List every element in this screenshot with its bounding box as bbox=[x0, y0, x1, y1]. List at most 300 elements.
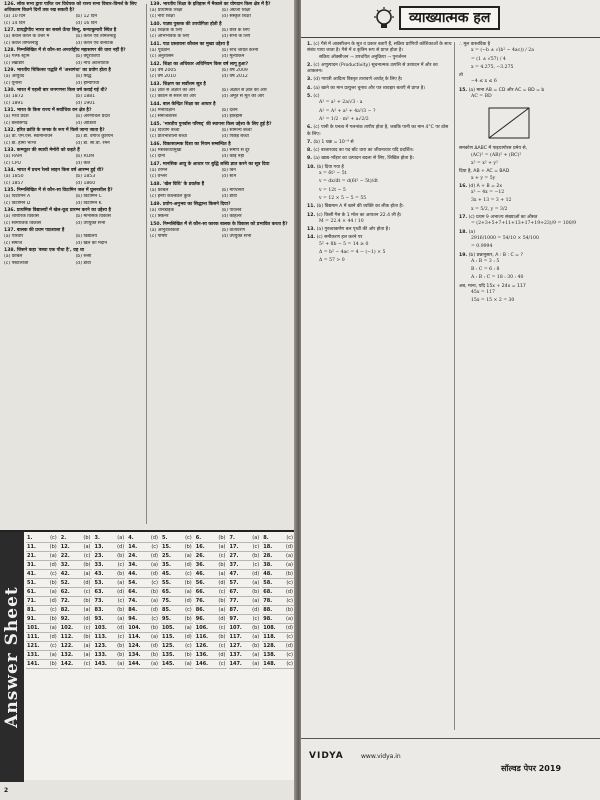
question-text: 138. जिसने कहा 'बच्चा एक पौधा है', वह था bbox=[4, 248, 84, 254]
question-text: 134. भारत में प्रथम रेलवे लाइन किस वर्ष आरम्भ हुई थी? bbox=[4, 168, 104, 174]
answer-option: (c) bbox=[252, 616, 260, 622]
option: (c) सामाजिक विकास bbox=[4, 220, 41, 226]
answer-cell bbox=[26, 625, 58, 633]
answer-number: 62. bbox=[60, 589, 70, 595]
question-text: 132. हरित क्रांति के जनक के रूप में किसे जाना जाता है? bbox=[4, 128, 105, 134]
answer-option: (c) bbox=[218, 661, 226, 667]
solution-equation: A² = a² + 2a/√3 · a bbox=[319, 100, 363, 106]
answer-number: 117. bbox=[229, 634, 242, 640]
answer-option: (d) bbox=[150, 571, 158, 577]
question-text: 128. निम्नलिखित में से कौन-सा अन्तर्राष्ट्रीय महासागर की धारा नहीं है? bbox=[4, 48, 126, 54]
answer-option: (c) bbox=[50, 643, 57, 649]
answer-option: (a) bbox=[252, 580, 260, 586]
answer-option: (d) bbox=[252, 607, 260, 613]
answer-option: (c) bbox=[286, 652, 293, 658]
question-text: 149. प्रयोग-अनुभव का सिद्धान्त किसने दिया? bbox=[150, 202, 231, 207]
answer-option: (c) bbox=[151, 544, 158, 550]
answer-number: 88. bbox=[263, 607, 273, 613]
answer-option: (a) bbox=[49, 625, 57, 631]
answer-number: 3. bbox=[94, 535, 100, 541]
left-page bbox=[0, 0, 296, 800]
answer-cell bbox=[161, 589, 193, 597]
answer-number: 32. bbox=[60, 562, 70, 568]
answer-cell bbox=[262, 625, 294, 633]
answer-option: (a) bbox=[151, 634, 158, 640]
answer-option: (a) bbox=[117, 661, 125, 667]
answer-option: (c) bbox=[252, 544, 260, 550]
answer-cell bbox=[262, 571, 294, 579]
answer-cell bbox=[229, 661, 261, 669]
answer-option: (c) bbox=[286, 661, 293, 667]
options-list bbox=[4, 254, 144, 266]
answer-number: 65. bbox=[162, 589, 171, 595]
answer-number: 72. bbox=[60, 598, 70, 604]
answer-option: (b) bbox=[49, 544, 57, 550]
solution-text: ∴ मूल वास्तविक है bbox=[459, 42, 491, 47]
option: (d) 1860 bbox=[75, 180, 96, 186]
option: (c) वेश्लर bbox=[150, 174, 168, 180]
answer-number: 13. bbox=[94, 544, 104, 550]
solution-number: 6. bbox=[307, 125, 312, 131]
option: (c) डॉ. होमी भाभा bbox=[4, 140, 37, 146]
option: (d) विटामिन K bbox=[75, 200, 102, 206]
answer-option: (b) bbox=[218, 634, 226, 640]
solution-equation: सक्रिय ऑक्सीजन → उपचयित अनुक्रिया → पुनर्जनन bbox=[319, 54, 407, 60]
question-item bbox=[4, 2, 144, 27]
options-list bbox=[4, 194, 144, 206]
answer-cell bbox=[94, 598, 126, 606]
answer-option: (c) bbox=[185, 643, 192, 649]
option: (d) केरल एवं कर्नाटक bbox=[75, 40, 114, 46]
answer-number: 37. bbox=[229, 562, 239, 568]
answer-cell bbox=[262, 634, 294, 642]
option: (c) समाज bbox=[4, 240, 23, 246]
options-list bbox=[150, 188, 290, 200]
answer-option: (a) bbox=[184, 553, 192, 559]
answer-number: 52. bbox=[60, 580, 70, 586]
solution-item bbox=[307, 77, 453, 83]
solution-text: (c) किसी गैस के 1 मोल का आयतन 22.4 ली है। bbox=[316, 212, 402, 218]
answer-cell bbox=[26, 535, 58, 543]
answer-cell bbox=[262, 643, 294, 651]
option: (c) CPU bbox=[4, 160, 21, 166]
answer-option: (b) bbox=[117, 643, 125, 649]
solution-item bbox=[459, 146, 596, 159]
answer-cell bbox=[262, 553, 294, 561]
solution-item bbox=[307, 125, 453, 138]
question-text: 142. शिक्षा का अधिकार अधिनियम किस वर्ष लागू हुआ? bbox=[150, 62, 249, 67]
solution-text: (a) खाने का मान प्रत्युत्तर चुनाव और पत्र व्यवहार बताएँ से प्राप्त है। bbox=[313, 85, 426, 91]
option: (c) अनुशासन bbox=[150, 54, 174, 60]
option: (c) केवल तमिलनाडु bbox=[4, 40, 39, 46]
solution-item bbox=[459, 73, 596, 86]
answer-option: (d) bbox=[218, 652, 226, 658]
solution-item bbox=[459, 57, 596, 63]
answer-number: 22. bbox=[60, 553, 70, 559]
solution-text: (c) bbox=[313, 94, 320, 100]
solution-number: 12. bbox=[307, 212, 316, 218]
question-item bbox=[150, 102, 290, 121]
answer-number: 131. bbox=[27, 652, 40, 658]
answer-option: (b) bbox=[83, 535, 91, 541]
options-list bbox=[150, 28, 290, 40]
question-item bbox=[4, 148, 144, 167]
option: (b) सिद्ध bbox=[75, 74, 92, 80]
question-item bbox=[150, 142, 290, 161]
option: (a) वर्ष 2005 bbox=[150, 68, 177, 74]
solution-equation: 3x + 13 = 3 + 12 bbox=[471, 198, 512, 204]
answer-number: 7. bbox=[229, 535, 235, 541]
question-text: 136. प्राथमिक विद्यालयों में खेल-कूद प्रारम्भ करने का उद्देश्य है bbox=[4, 208, 111, 214]
answer-option: (a) bbox=[218, 544, 226, 550]
solution-equation: = (1 ± √57) / 4 bbox=[471, 56, 506, 62]
answer-option: (c) bbox=[83, 553, 91, 559]
answer-cell bbox=[94, 625, 126, 633]
answer-cell bbox=[26, 661, 58, 669]
answer-option: (c) bbox=[218, 553, 226, 559]
answer-number: 38. bbox=[263, 562, 273, 568]
options-list bbox=[4, 74, 144, 86]
answer-number: 97. bbox=[229, 616, 239, 622]
answer-number: 148. bbox=[263, 661, 276, 667]
answer-cell bbox=[195, 544, 227, 552]
answer-cell bbox=[94, 607, 126, 615]
solution-text: समकोण ΔABC में पाइथागोरस प्रमेय से, bbox=[459, 146, 528, 152]
question-item bbox=[4, 28, 144, 47]
answer-cell bbox=[161, 625, 193, 633]
answer-cell bbox=[127, 625, 159, 633]
option: (a) फ्रोबेल bbox=[150, 188, 169, 194]
answer-option: (b) bbox=[184, 544, 192, 550]
answer-number: 68. bbox=[263, 589, 273, 595]
answer-cell bbox=[161, 571, 193, 579]
solution-equation: x = 6t² − 5t bbox=[319, 171, 347, 177]
answer-option: (a) bbox=[252, 634, 260, 640]
answer-number: 46. bbox=[195, 571, 205, 577]
solution-equation: 15x = 15 × 2 = 30 bbox=[471, 298, 515, 304]
answer-number: 34. bbox=[128, 562, 138, 568]
answer-cell bbox=[127, 589, 159, 597]
answer-cell bbox=[161, 652, 193, 660]
option: (b) छात्र के लिए bbox=[221, 28, 250, 34]
answer-number: 113. bbox=[94, 634, 107, 640]
option: (a) मनोविज्ञान bbox=[150, 108, 175, 114]
option: (c) यूनानी bbox=[4, 80, 22, 86]
option: (c) 1857 bbox=[4, 180, 24, 186]
answer-cell bbox=[127, 553, 159, 561]
question-item bbox=[150, 62, 290, 81]
answer-cell bbox=[229, 589, 261, 597]
answer-cell bbox=[94, 562, 126, 570]
option: (b) रुचि जाग्रत करना bbox=[221, 48, 259, 54]
answer-number: 124. bbox=[128, 643, 141, 649]
answer-cell bbox=[26, 634, 58, 642]
solution-number: 11. bbox=[307, 204, 316, 210]
answer-option: (c) bbox=[185, 571, 192, 577]
answer-option: (d) bbox=[83, 580, 91, 586]
answer-cell bbox=[94, 571, 126, 579]
answer-cell bbox=[60, 544, 92, 552]
answer-number: 43. bbox=[94, 571, 104, 577]
solution-item bbox=[459, 207, 596, 213]
answer-number: 23. bbox=[94, 553, 104, 559]
answer-cell bbox=[229, 616, 261, 624]
question-text: 150. निम्नलिखित में से कौन-सा कारक बालक के विकास को प्रभावित करता है? bbox=[150, 222, 288, 227]
solution-equation: 5² + 8b − 5 = 14 ≥ 0 bbox=[319, 241, 369, 247]
option: (a) गल्फ स्ट्रीम bbox=[4, 54, 30, 60]
solution-equation: A² = 1/2 · m² + a√2/2 bbox=[319, 116, 369, 122]
right-page bbox=[301, 0, 600, 800]
answer-cell bbox=[195, 607, 227, 615]
solution-item bbox=[459, 184, 596, 197]
options-list bbox=[150, 8, 290, 20]
answer-option: (a) bbox=[151, 598, 158, 604]
answer-cell bbox=[60, 607, 92, 615]
answer-number: 136. bbox=[195, 652, 209, 658]
answer-cell bbox=[195, 652, 227, 660]
answer-cell bbox=[127, 598, 159, 606]
question-column-b bbox=[150, 2, 290, 242]
answer-number: 87. bbox=[229, 607, 239, 613]
solution-equation: x = 4.275, −3.275 bbox=[471, 64, 514, 70]
solution-number: 16. bbox=[459, 183, 468, 189]
solution-equation: A : B : C = 18 : 30 : 40 bbox=[471, 275, 524, 281]
question-text: 141. पाठ प्रस्तावना कौशल का मुख्य उद्देश्य है bbox=[150, 42, 230, 47]
answer-option: (b) bbox=[83, 562, 91, 568]
answer-cell bbox=[60, 625, 92, 633]
answer-option: (a) bbox=[252, 661, 260, 667]
answer-number: 41. bbox=[27, 571, 36, 577]
option: (d) होम्योपैथी bbox=[75, 80, 100, 86]
answer-number: 118. bbox=[263, 634, 276, 640]
answer-cell bbox=[195, 643, 227, 651]
answer-cell bbox=[60, 580, 92, 588]
answer-cell bbox=[161, 544, 193, 552]
solution-text: अब, माना, यदि 15x + 24x = 117 bbox=[459, 283, 526, 289]
option: (c) समाजशास्त्र bbox=[150, 114, 177, 120]
answer-option: (b) bbox=[285, 571, 293, 577]
answer-number: 147. bbox=[229, 661, 242, 667]
answer-number: 83. bbox=[94, 607, 104, 613]
option: (d) 16 दिन bbox=[75, 20, 97, 26]
option: (a) फ्रोबेल bbox=[4, 254, 23, 260]
solution-item bbox=[459, 88, 596, 101]
answer-cell bbox=[195, 562, 227, 570]
answer-number: 102. bbox=[60, 625, 74, 631]
answer-option: (b) bbox=[218, 535, 226, 541]
solution-equation: A² = A² + a² + 4a²/3 − ? bbox=[319, 108, 376, 114]
options-list bbox=[4, 214, 144, 226]
answer-number: 128. bbox=[263, 643, 276, 649]
answer-option: (a) bbox=[83, 607, 91, 613]
option: (d) ओडिशा bbox=[75, 120, 97, 126]
solution-number: 1. bbox=[307, 42, 312, 47]
option: (d) संस्कृत शिक्षा bbox=[221, 14, 251, 20]
answer-option: (a) bbox=[252, 652, 260, 658]
option: (c) नारी शिक्षा bbox=[150, 14, 175, 20]
option: (d) अमूर्त से मूर्त की ओर bbox=[221, 94, 264, 100]
answer-cell bbox=[26, 544, 58, 552]
answer-number: 137. bbox=[229, 652, 242, 658]
solution-equation: Δ = 57 > 0 bbox=[319, 258, 345, 264]
answer-option: (b) bbox=[150, 589, 158, 595]
solution-item bbox=[307, 42, 453, 61]
solution-text: (d) गायत्री आदित्य विस्तृत तारावर्ण अर्थात् के लिए है। bbox=[313, 77, 403, 83]
option: (b) क्यूरोशियो bbox=[75, 54, 100, 60]
answer-cell bbox=[161, 535, 193, 543]
answer-cell bbox=[262, 562, 294, 570]
options-list bbox=[4, 14, 144, 26]
publisher-logo: VIDYA bbox=[309, 751, 344, 761]
solution-item bbox=[459, 42, 596, 55]
answer-number: 111. bbox=[27, 634, 40, 640]
answer-number: 64. bbox=[128, 589, 138, 595]
option: (a) 10 दिन bbox=[4, 14, 26, 20]
answer-number: 141. bbox=[27, 661, 40, 667]
option: (d) वर्ष 2012 bbox=[221, 74, 248, 80]
option: (c) अभिभावक के लिए bbox=[150, 34, 190, 40]
answer-number: 36. bbox=[195, 562, 205, 568]
options-list bbox=[150, 48, 290, 60]
option: (c) 1891 bbox=[4, 100, 24, 106]
option: (d) मूल्यांकन bbox=[221, 54, 245, 60]
answer-cell bbox=[262, 544, 294, 552]
answer-cell bbox=[127, 616, 159, 624]
answer-cell bbox=[127, 661, 159, 669]
solution-item bbox=[307, 250, 453, 256]
answer-number: 67. bbox=[229, 589, 239, 595]
solution-item bbox=[307, 235, 453, 248]
answer-cell bbox=[161, 607, 193, 615]
page-label: सॉल्वड पेपर 2019 bbox=[501, 764, 562, 773]
answer-number: 103. bbox=[94, 625, 107, 631]
question-text: 145. 'भारतीय पुनर्वास परिषद्' की स्थापना किस उद्देश्य के लिए हुई है? bbox=[150, 122, 272, 127]
answer-number: 125. bbox=[162, 643, 175, 649]
answer-option: (d) bbox=[184, 598, 192, 604]
answer-number: 66. bbox=[195, 589, 205, 595]
option: (d) उपर्युक्त सभी bbox=[75, 220, 106, 226]
answer-cell bbox=[195, 625, 227, 633]
answer-option: (d) bbox=[117, 544, 125, 550]
answer-cell bbox=[127, 562, 159, 570]
option: (d) डीवी bbox=[221, 194, 237, 200]
answer-option: (c) bbox=[286, 535, 293, 541]
solution-item bbox=[307, 63, 453, 76]
solution-item bbox=[459, 198, 596, 204]
answer-option: (c) bbox=[218, 643, 226, 649]
options-list bbox=[4, 174, 144, 186]
answer-cell bbox=[262, 661, 294, 669]
answer-cell bbox=[161, 661, 193, 669]
answer-number: 104. bbox=[128, 625, 141, 631]
answer-number: 11. bbox=[27, 544, 36, 550]
solution-equation: v = dx/dt = d(6t² − 5t)/dt bbox=[319, 179, 379, 185]
solution-text: (c) समीकरण हल करने पर bbox=[316, 235, 363, 241]
answer-option: (c) bbox=[286, 634, 293, 640]
option: (a) केवल केरल के उत्तर में bbox=[4, 34, 50, 40]
solution-equation: v = 12 × 5 − 5 = 55 bbox=[319, 195, 367, 201]
question-text: 146. विकासात्मक दिशा का नियम सम्बन्धित है bbox=[150, 142, 231, 147]
question-item bbox=[150, 122, 290, 141]
option: (a) आनुवंशिकता bbox=[150, 228, 180, 234]
answer-number: 146. bbox=[195, 661, 209, 667]
answer-option: (d) bbox=[117, 589, 125, 595]
solution-number: 4. bbox=[307, 85, 312, 91]
answer-number: 123. bbox=[94, 643, 107, 649]
answer-cell bbox=[229, 535, 261, 543]
option: (d) कोई नहीं bbox=[221, 154, 245, 160]
answer-cell bbox=[229, 643, 261, 651]
option: (b) वर्ष 2009 bbox=[221, 68, 248, 74]
answer-number: 126. bbox=[195, 643, 209, 649]
answer-option: (a) bbox=[151, 661, 158, 667]
answer-option: (b) bbox=[252, 625, 260, 631]
question-item bbox=[4, 228, 144, 247]
answer-cell bbox=[262, 607, 294, 615]
answer-cell bbox=[161, 553, 193, 561]
answer-option: (d) bbox=[285, 589, 293, 595]
answer-cell bbox=[262, 652, 294, 660]
answer-option: (a) bbox=[252, 535, 260, 541]
solution-number: 8. bbox=[307, 148, 312, 154]
answer-cell bbox=[229, 634, 261, 642]
answer-number: 145. bbox=[162, 661, 175, 667]
answer-cell bbox=[94, 643, 126, 651]
answer-option: (c) bbox=[50, 607, 57, 613]
answer-cell bbox=[26, 580, 58, 588]
answer-cell bbox=[127, 643, 159, 651]
options-list bbox=[4, 134, 144, 146]
solution-text: (b) प्रश्नानुसार, A : B : C = ? bbox=[468, 252, 523, 258]
answer-cell bbox=[161, 562, 193, 570]
answer-cell bbox=[161, 598, 193, 606]
answer-option: (a) bbox=[83, 544, 91, 550]
solution-number: 7. bbox=[307, 139, 312, 145]
option: (c) वर्ष 2010 bbox=[150, 74, 176, 80]
column-divider bbox=[146, 4, 147, 524]
answer-cell bbox=[195, 553, 227, 561]
answer-cell bbox=[60, 553, 92, 561]
answer-cell bbox=[195, 634, 227, 642]
solution-item bbox=[307, 140, 453, 146]
option: (d) उपर्युक्त सभी bbox=[221, 234, 252, 240]
answer-option: (d) bbox=[218, 616, 226, 622]
answer-number: 108. bbox=[263, 625, 276, 631]
answer-number: 12. bbox=[60, 544, 70, 550]
answer-number: 101. bbox=[27, 625, 40, 631]
answer-option: (c) bbox=[218, 625, 226, 631]
solution-item bbox=[459, 161, 596, 167]
solution-text: (b) दिया गया है bbox=[316, 164, 344, 170]
solution-item bbox=[459, 244, 596, 250]
answer-number: 51. bbox=[27, 580, 36, 586]
answer-option: (d) bbox=[49, 598, 57, 604]
answer-cell bbox=[94, 634, 126, 642]
answer-option: (a) bbox=[218, 607, 226, 613]
options-list bbox=[150, 208, 290, 220]
solution-text: (a) bbox=[468, 229, 476, 235]
answer-option: (c) bbox=[151, 616, 158, 622]
question-text: 137. बालक की प्रथम पाठशाला है bbox=[4, 228, 65, 234]
answer-number: 114. bbox=[128, 634, 141, 640]
question-item bbox=[150, 202, 290, 221]
solution-item bbox=[307, 204, 453, 210]
option: (a) टरमन bbox=[150, 168, 168, 174]
answer-option: (a) bbox=[49, 589, 57, 595]
solutions-title: व्याख्यात्मक हल bbox=[399, 6, 500, 30]
question-text: 130. भारत में पहली बार जनगणना किस वर्ष कराई गई थी? bbox=[4, 88, 108, 94]
answer-number: 26. bbox=[195, 553, 205, 559]
